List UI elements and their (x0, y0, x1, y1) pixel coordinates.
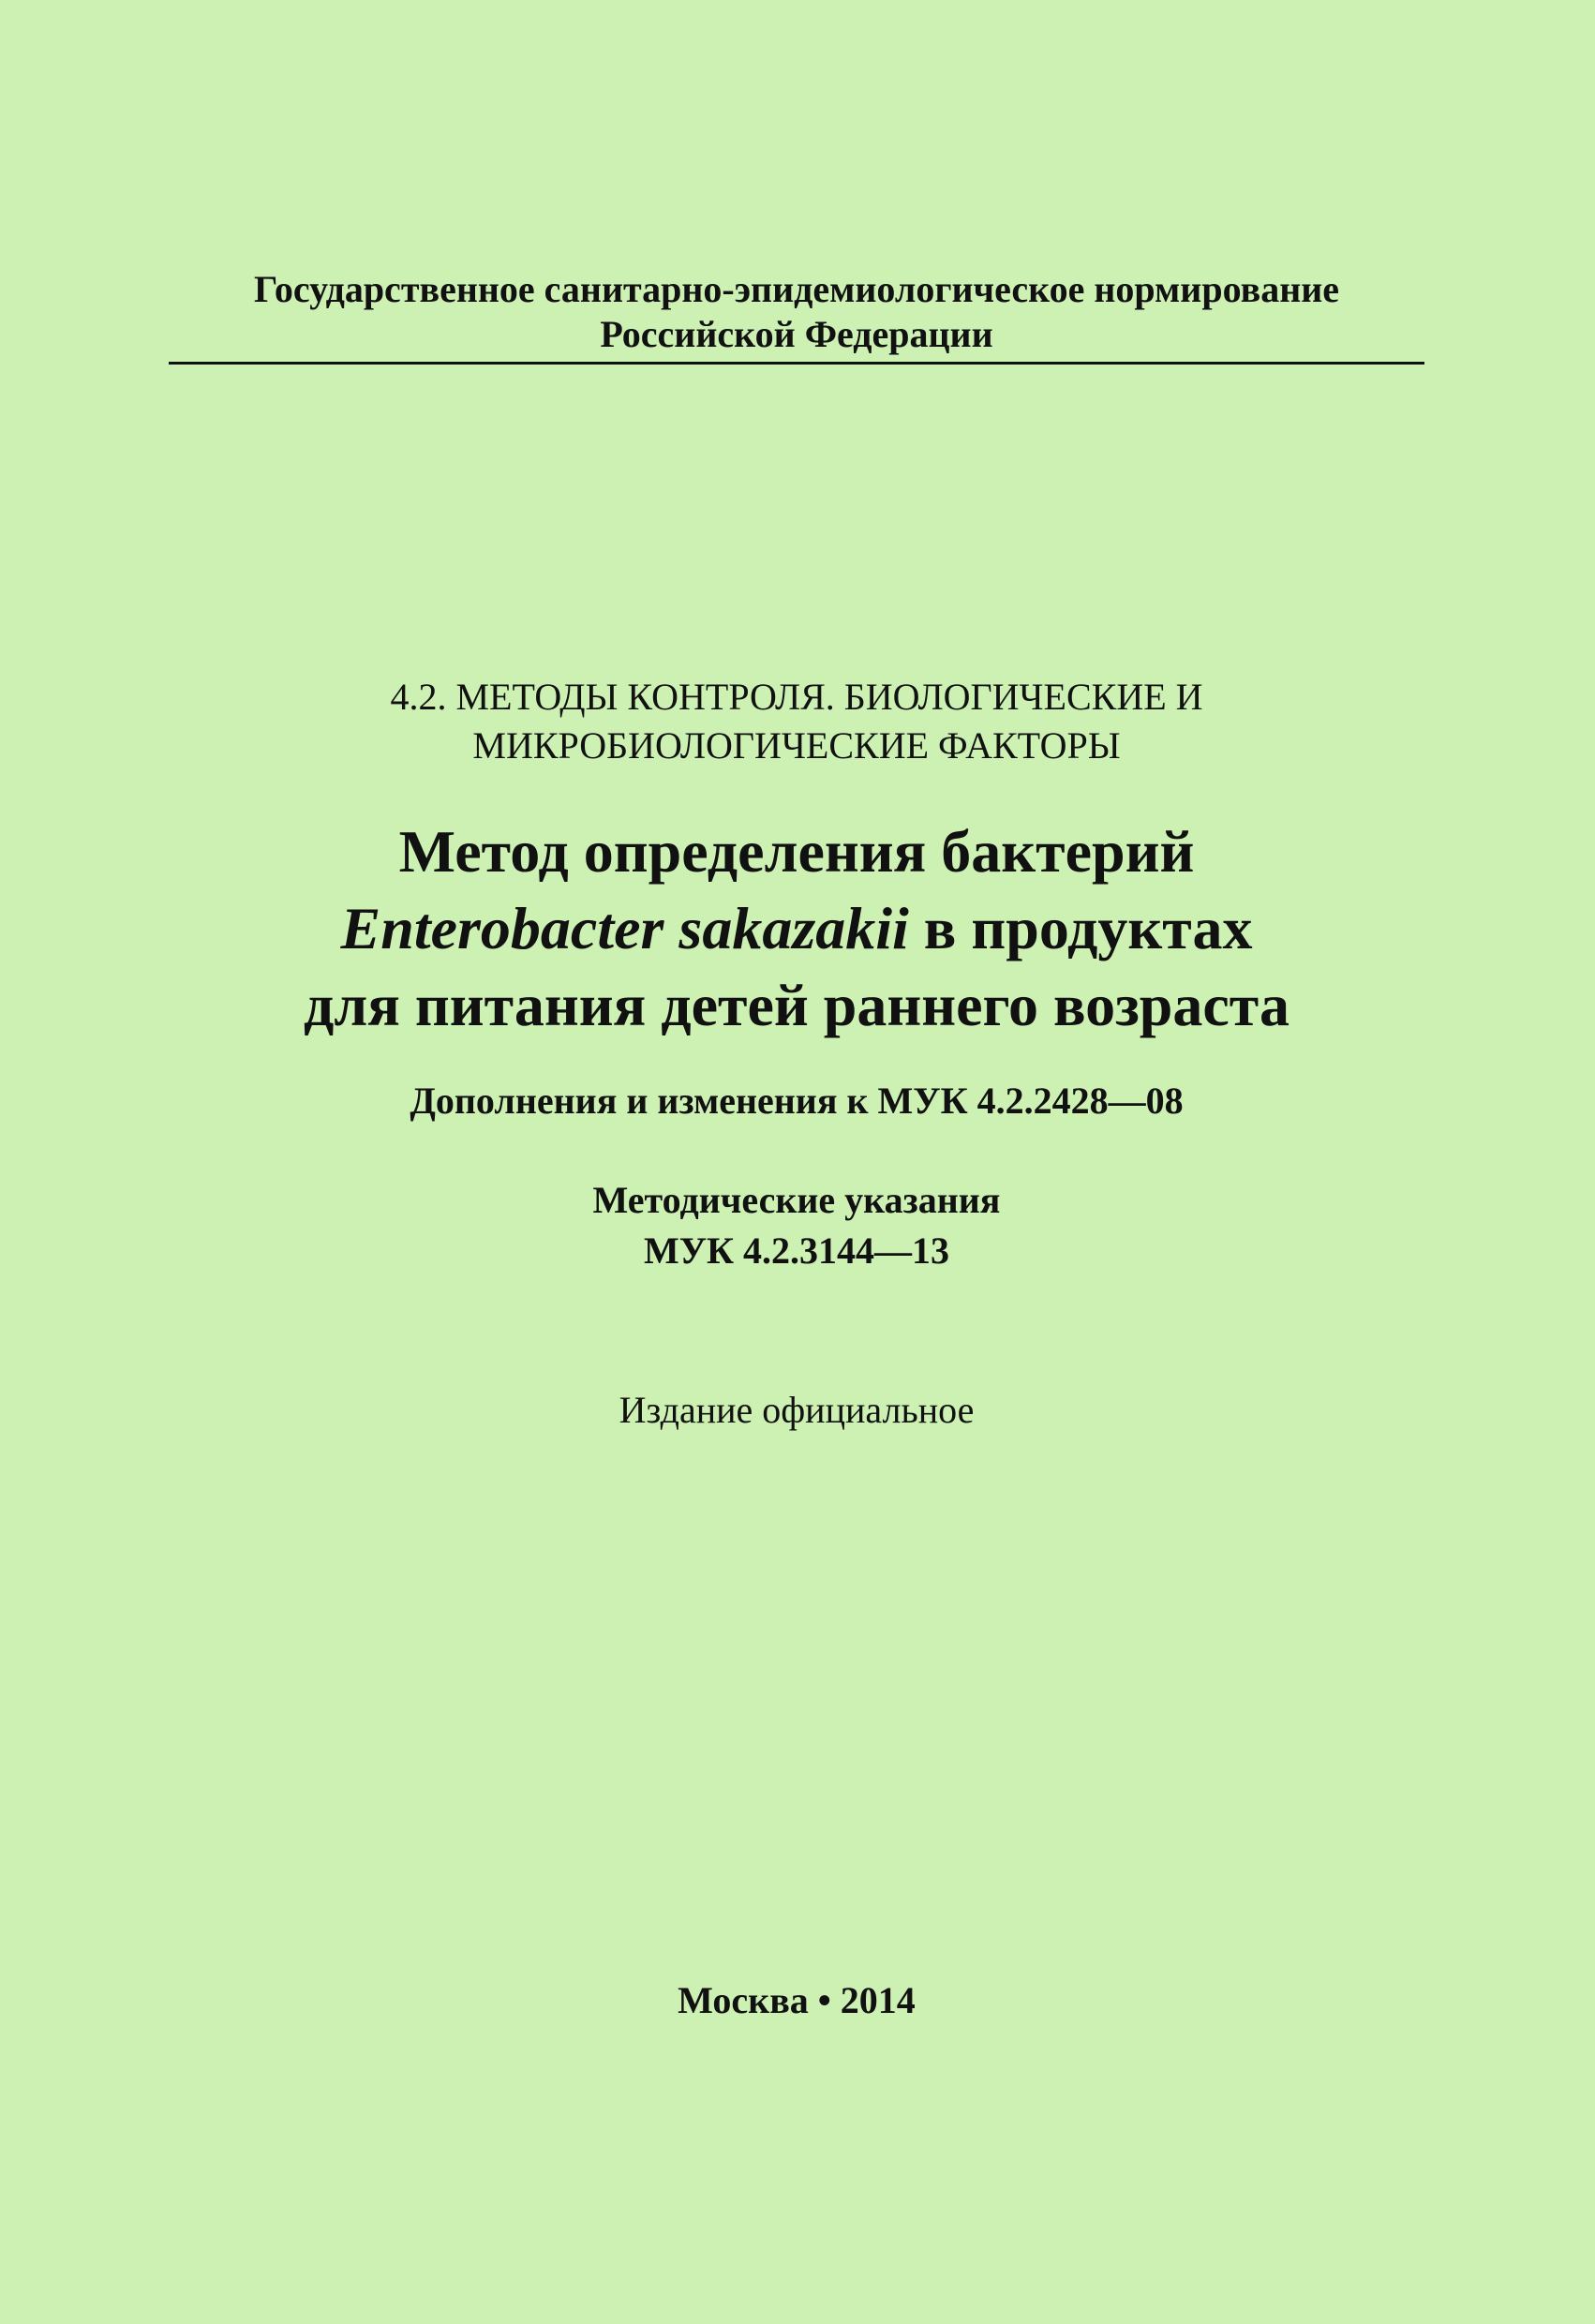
doc-number: МУК 4.2.3144—13 (643, 1229, 950, 1272)
title-species-name: Enterobacter sakazakii (340, 895, 909, 961)
edition-note: Издание официальное (619, 1389, 975, 1431)
title-line-3: для питания детей раннего возраста (303, 972, 1290, 1038)
header-divider (169, 362, 1424, 365)
header-line-2: Российской Федерации (600, 313, 993, 355)
series-line-1: 4.2. МЕТОДЫ КОНТРОЛЯ. БИОЛОГИЧЕСКИЕ И (390, 676, 1203, 718)
document-type (169, 1175, 1424, 1276)
imprint-city-year: Москва • 2014 (678, 1979, 916, 2021)
header-line-1: Государственное санитарно-эпидемиологическое нормирование (253, 268, 1340, 310)
document-subtitle: Дополнения и изменения к МУК 4.2.2428—08 (410, 1080, 1184, 1122)
title-line-2-rest: в продуктах (908, 895, 1253, 961)
title-line-1: Метод определения бактерий (398, 818, 1195, 885)
series-heading (169, 673, 1424, 770)
title-line-2 (169, 890, 1424, 967)
document-title (169, 813, 1424, 1044)
series-line-2: МИКРОБИОЛОГИЧЕСКИЕ ФАКТОРЫ (472, 724, 1121, 767)
doc-type-line-1: Методические указания (592, 1179, 1001, 1221)
issuing-authority-header (169, 267, 1424, 357)
